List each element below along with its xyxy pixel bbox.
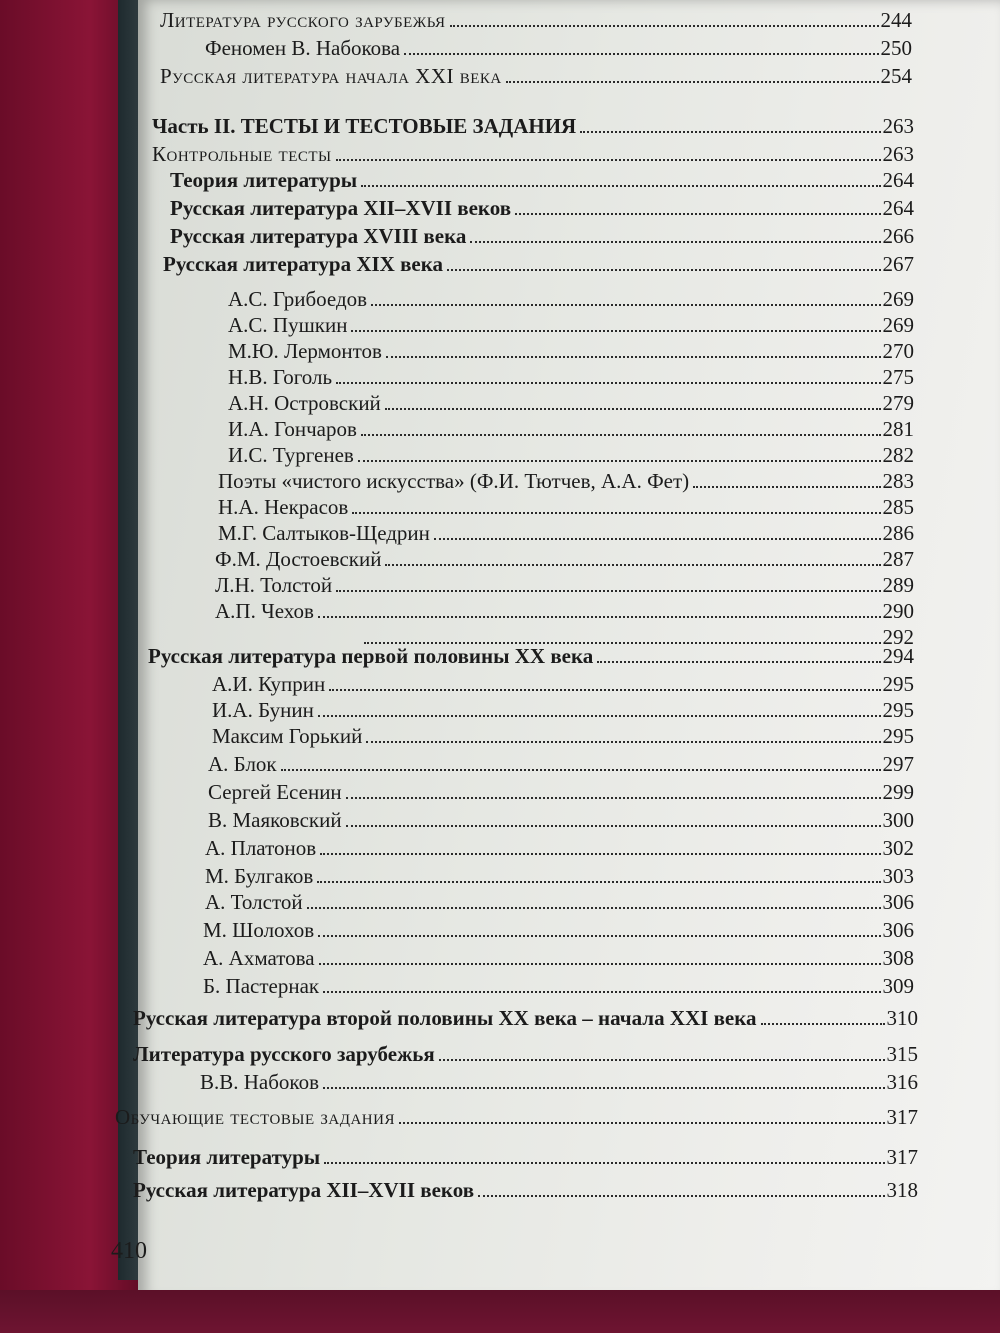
toc-entry-title: Н.В. Гоголь	[228, 365, 333, 389]
dot-leader	[324, 1162, 884, 1164]
toc-entry	[228, 283, 914, 311]
toc-entry-page: 306	[882, 918, 914, 942]
toc-entry	[228, 413, 914, 441]
toc-entry-page: 283	[882, 469, 914, 493]
toc-entry-page: 317	[886, 1105, 918, 1129]
toc-entry-page: 267	[882, 252, 914, 276]
toc-entry-page: 266	[882, 224, 914, 248]
toc-entry-page: 285	[882, 495, 914, 519]
toc-entry-title: Русская литература первой половины XX века	[148, 644, 594, 668]
toc-entry-page: 269	[882, 287, 914, 311]
toc-entry-page: 297	[882, 752, 914, 776]
dot-leader	[434, 538, 881, 540]
toc-entry-page: 250	[880, 36, 912, 60]
dot-leader	[361, 185, 880, 187]
toc-entry-title: Русская литература XVIII века	[170, 224, 467, 248]
toc-entry-page: 281	[882, 417, 914, 441]
book-cover-bottom	[0, 1290, 1000, 1333]
toc-entry	[212, 720, 914, 748]
dot-leader	[693, 486, 880, 488]
toc-entry-title: А.Н. Островский	[228, 391, 381, 415]
dot-leader	[320, 853, 880, 855]
toc-entry	[215, 569, 914, 597]
toc-entry	[228, 387, 914, 415]
toc-entry-page: 269	[882, 313, 914, 337]
toc-entry-title: Обучающие тестовые задания	[115, 1105, 395, 1129]
dot-leader	[318, 616, 881, 618]
toc-entry	[160, 4, 912, 32]
toc-entry-page: 292	[882, 625, 914, 649]
dot-leader	[319, 963, 881, 965]
toc-entry-title: А.П. Чехов	[215, 599, 314, 623]
dot-leader	[404, 53, 878, 55]
toc-entry	[203, 942, 914, 970]
toc-entry-page: 303	[882, 864, 914, 888]
toc-entry-title: А. Ахматова	[203, 946, 315, 970]
toc-entry-title: Н.А. Некрасов	[218, 495, 349, 519]
toc-entry	[205, 860, 914, 888]
dot-leader	[439, 1059, 885, 1061]
toc-entry-title: Теория литературы	[170, 168, 358, 192]
toc-entry-title: Литература русского зарубежья	[160, 8, 446, 32]
dot-leader	[447, 269, 880, 271]
toc-entry-page: 316	[886, 1070, 918, 1094]
dot-leader	[307, 907, 881, 909]
toc-entry-title: М.Г. Салтыков-Щедрин	[218, 521, 430, 545]
toc-entry-page: 294	[882, 644, 914, 668]
dot-leader	[352, 512, 880, 514]
dot-leader	[478, 1195, 884, 1197]
toc-entry	[203, 914, 914, 942]
toc-entry-title: Б. Пастернак	[203, 974, 320, 998]
toc-entry	[148, 640, 914, 668]
dot-leader	[336, 382, 880, 384]
toc-entry-title: Русская литература XII–XVII веков	[133, 1178, 475, 1202]
toc-entry-title: Сергей Есенин	[208, 780, 342, 804]
toc-entry-title: Русская литература XIX века	[163, 252, 444, 276]
toc-entry	[218, 517, 914, 545]
page-number: 410	[111, 1238, 147, 1264]
toc-entry-title: М.Ю. Лермонтов	[228, 339, 382, 363]
toc-entry	[218, 491, 914, 519]
toc-entry	[228, 335, 914, 363]
toc-entry	[170, 220, 914, 248]
toc-entry-page: 302	[882, 836, 914, 860]
toc-entry-title: А. Блок	[208, 752, 277, 776]
toc-entry-page: 282	[882, 443, 914, 467]
toc-entry-page: 264	[882, 168, 914, 192]
dot-leader	[385, 564, 880, 566]
toc-entry-page: 308	[882, 946, 914, 970]
toc-entry-page: 309	[882, 974, 914, 998]
toc-entry-title: В. Маяковский	[208, 808, 342, 832]
dot-leader	[385, 408, 881, 410]
toc-entry-title: А.С. Пушкин	[228, 313, 348, 337]
dot-leader	[450, 25, 879, 27]
toc-entry	[215, 595, 914, 623]
toc-entry-page: 263	[882, 114, 914, 138]
toc-entry-page: 289	[882, 573, 914, 597]
toc-entry-page: 244	[880, 8, 912, 32]
toc-entry	[215, 543, 914, 571]
toc-entry	[205, 832, 914, 860]
toc-entry-title: М. Шолохов	[203, 918, 315, 942]
dot-leader	[318, 715, 881, 717]
dot-leader	[318, 935, 880, 937]
dot-leader	[281, 769, 881, 771]
toc-entry-page: 264	[882, 196, 914, 220]
toc-entry	[163, 248, 914, 276]
toc-entry	[212, 694, 914, 722]
toc-entry	[200, 1066, 918, 1094]
toc-entry-title: Л.Н. Толстой	[215, 573, 333, 597]
toc-entry-title: Литература русского зарубежья	[133, 1042, 435, 1066]
toc-entry-page: 310	[886, 1006, 918, 1030]
toc-entry-title: А.И. Куприн	[212, 672, 326, 696]
toc-entry-title: Часть II. ТЕСТЫ И ТЕСТОВЫЕ ЗАДАНИЯ	[152, 114, 577, 138]
toc-entry-title: Русская литература начала XXI века	[160, 64, 502, 88]
dot-leader	[506, 81, 879, 83]
toc-entry	[170, 192, 914, 220]
toc-entry-page: 279	[882, 391, 914, 415]
toc-entry-page: 317	[886, 1145, 918, 1169]
dot-leader	[317, 881, 880, 883]
toc-entry	[160, 60, 912, 88]
dot-leader	[323, 1087, 885, 1089]
dot-leader	[323, 991, 880, 993]
toc-entry	[133, 1002, 918, 1030]
toc-entry	[228, 361, 914, 389]
toc-entry-page: 300	[882, 808, 914, 832]
toc-entry-page: 295	[882, 724, 914, 748]
toc-entry	[170, 164, 914, 192]
toc-entry	[152, 138, 914, 166]
dot-leader	[761, 1023, 885, 1025]
toc-entry	[208, 748, 914, 776]
toc-entry-page: 295	[882, 698, 914, 722]
toc-entry-page: 287	[882, 547, 914, 571]
toc-entry-page: 263	[882, 142, 914, 166]
dot-leader	[366, 741, 880, 743]
toc-entry-page: 286	[882, 521, 914, 545]
toc-entry	[115, 1101, 918, 1129]
toc-entry-page: 270	[882, 339, 914, 363]
dot-leader	[371, 304, 880, 306]
toc-entry-title: Ф.М. Достоевский	[215, 547, 382, 571]
toc-entry-title: А. Платонов	[205, 836, 317, 860]
toc-entry	[228, 439, 914, 467]
dot-leader	[351, 330, 880, 332]
dot-leader	[336, 590, 880, 592]
dot-leader	[386, 356, 881, 358]
toc-entry-title: Максим Горький	[212, 724, 363, 748]
toc-entry-page: 254	[880, 64, 912, 88]
toc-entry	[212, 668, 914, 696]
toc-entry	[203, 970, 914, 998]
toc-entry-title: И.С. Тургенев	[228, 443, 354, 467]
toc-entry-title: В.В. Набоков	[200, 1070, 319, 1094]
toc-entry	[133, 1174, 918, 1202]
toc-entry	[208, 776, 914, 804]
dot-leader	[470, 241, 880, 243]
toc-entry	[218, 465, 914, 493]
toc-entry-page: 318	[886, 1178, 918, 1202]
toc-entry-title: М. Булгаков	[205, 864, 314, 888]
dot-leader	[346, 797, 881, 799]
toc-entry-title: Поэты «чистого искусства» (Ф.И. Тютчев, А.А. Фет)	[218, 469, 690, 493]
dot-leader	[358, 460, 881, 462]
dot-leader	[346, 825, 881, 827]
toc-entry-title: А. Толстой	[205, 890, 303, 914]
toc-entry-title: Русская литература второй половины XX века – начала XXI века	[133, 1006, 757, 1030]
dot-leader	[336, 159, 881, 161]
toc-entry	[208, 804, 914, 832]
dot-leader	[597, 661, 880, 663]
toc-entry	[133, 1038, 918, 1066]
toc-entry-title: Теория литературы	[133, 1145, 321, 1169]
toc-entry-title: А.С. Грибоедов	[228, 287, 368, 311]
toc-entry-page: 306	[882, 890, 914, 914]
dot-leader	[515, 213, 880, 215]
toc-entry-title: Феномен В. Набокова	[205, 36, 401, 60]
toc-entry	[152, 110, 914, 138]
toc-entry-page: 290	[882, 599, 914, 623]
toc-entry-title: Русская литература XII–XVII веков	[170, 196, 512, 220]
toc-entry-page: 315	[886, 1042, 918, 1066]
toc-entry	[205, 886, 914, 914]
toc-entry-title: Контрольные тесты	[152, 142, 332, 166]
toc-entry	[133, 1141, 918, 1169]
toc-entry-page: 295	[882, 672, 914, 696]
toc-entry	[228, 309, 914, 337]
dot-leader	[580, 131, 880, 133]
dot-leader	[361, 434, 881, 436]
toc-entry-title: И.А. Гончаров	[228, 417, 357, 441]
dot-leader	[329, 689, 880, 691]
toc-entry-page: 299	[882, 780, 914, 804]
toc-entry-page: 275	[882, 365, 914, 389]
dot-leader	[399, 1122, 885, 1124]
toc-entry	[205, 32, 912, 60]
toc-entry-title: И.А. Бунин	[212, 698, 314, 722]
